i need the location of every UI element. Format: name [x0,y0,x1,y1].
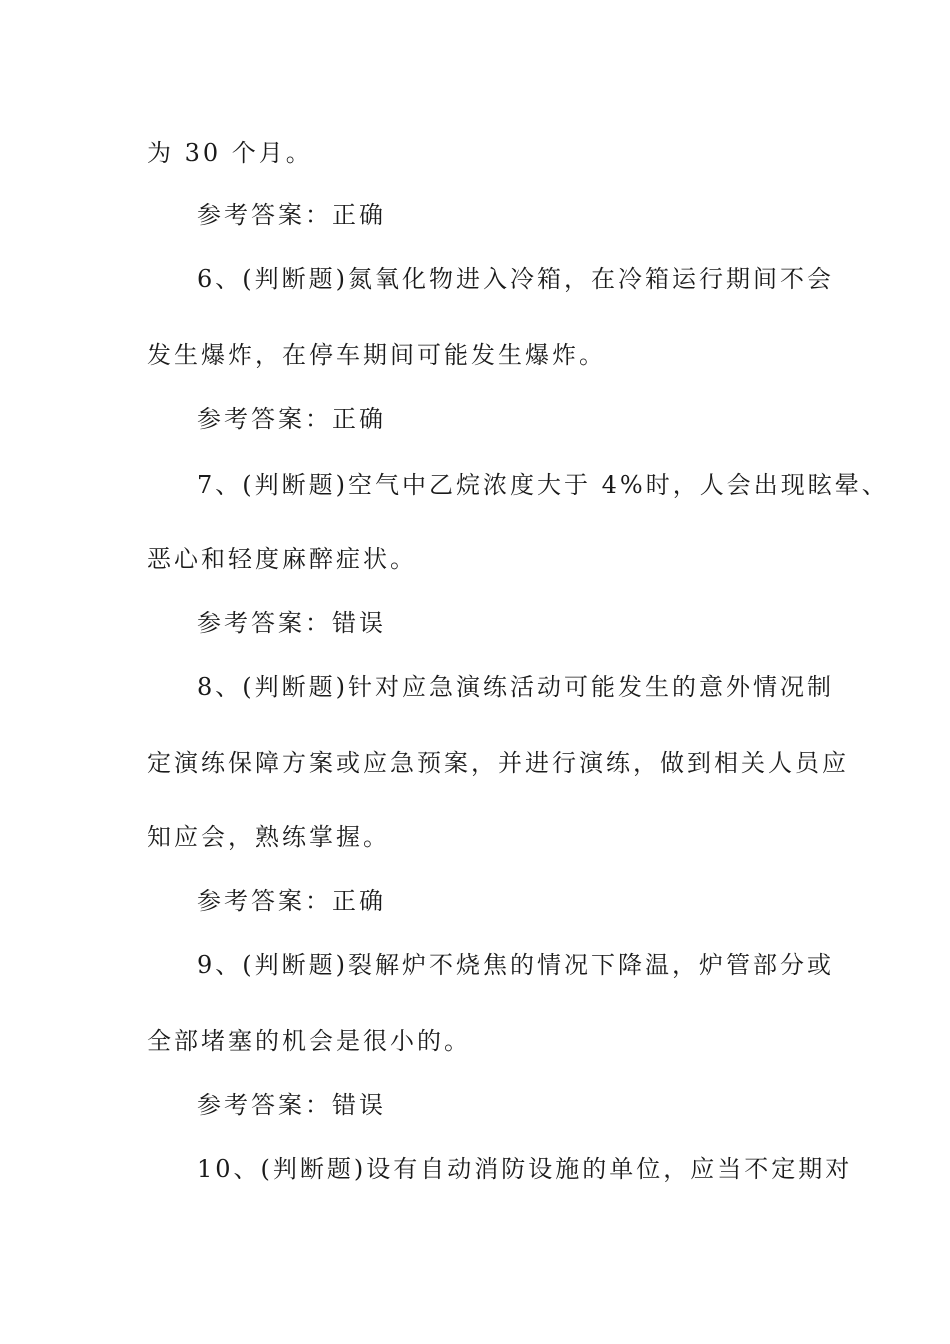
question-8-line-3: 知应会，熟练掌握。 [147,823,390,851]
question-8-line-1: 8、(判断题)针对应急演练活动可能发生的意外情况制 [197,673,834,701]
text-line-continuation: 为 30 个月。 [147,139,313,167]
answer-line-q5: 参考答案：正确 [197,201,386,229]
question-7-line-1: 7、(判断题)空气中乙烷浓度大于 4%时，人会出现眩晕、 [197,471,889,499]
question-10-line-1: 10、(判断题)设有自动消防设施的单位，应当不定期对 [197,1155,853,1183]
question-8-line-2: 定演练保障方案或应急预案，并进行演练，做到相关人员应 [147,749,849,777]
answer-line-q9: 参考答案：错误 [197,1091,386,1119]
question-7-line-2: 恶心和轻度麻醉症状。 [147,545,417,573]
question-9-line-1: 9、(判断题)裂解炉不烧焦的情况下降温，炉管部分或 [197,951,834,979]
question-6-line-1: 6、(判断题)氮氧化物进入冷箱，在冷箱运行期间不会 [197,265,834,293]
question-6-line-2: 发生爆炸，在停车期间可能发生爆炸。 [147,341,606,369]
answer-line-q6: 参考答案：正确 [197,405,386,433]
answer-line-q8: 参考答案：正确 [197,887,386,915]
answer-line-q7: 参考答案：错误 [197,609,386,637]
question-9-line-2: 全部堵塞的机会是很小的。 [147,1027,471,1055]
